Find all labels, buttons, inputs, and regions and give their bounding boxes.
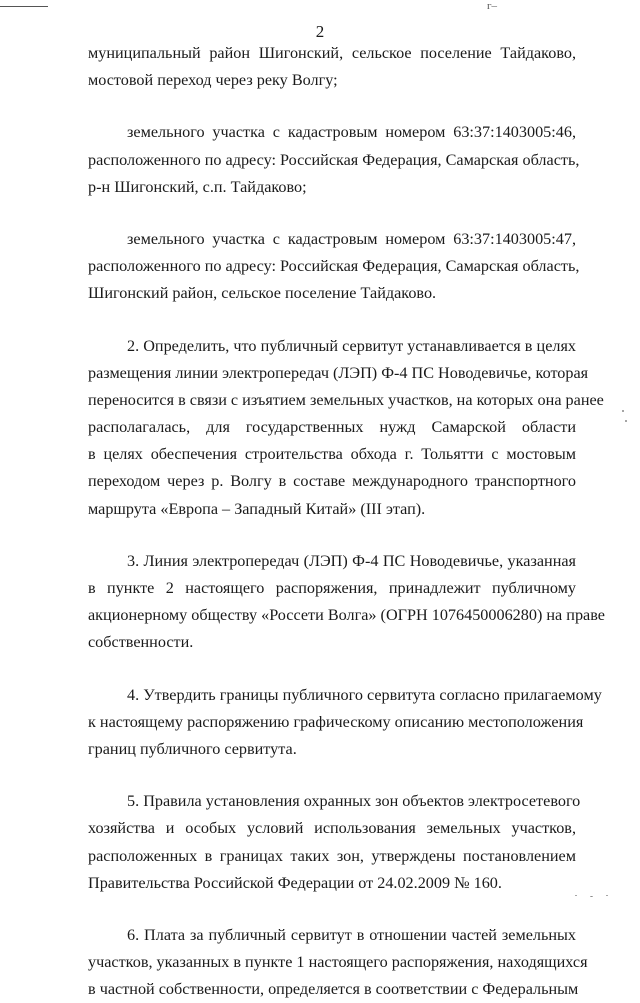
text-line: земельного участка с кадастровым номером 63:37:1403005:47,: [127, 229, 576, 248]
text-line: р-н Шигонский, с.п. Тайдаково;: [88, 177, 307, 196]
text-line: собственности.: [88, 633, 194, 652]
text-line: 5. Правила установления охранных зон объектов электросетевого: [127, 792, 581, 811]
paragraph-item-6: [88, 922, 588, 1003]
scan-speck: [575, 895, 577, 896]
text-line: 2. Определить, что публичный сервитут устанавливается в целях: [127, 336, 576, 355]
scan-speck: [590, 896, 593, 897]
text-line: к настоящему распоряжению графическому описанию местоположения: [88, 712, 584, 731]
scan-speck: [625, 420, 627, 422]
paragraph: [88, 119, 580, 201]
scan-top-rule: [0, 6, 48, 7]
scan-speck: [606, 895, 608, 896]
text-line: 6. Плата за публичный сервитут в отношении частей земельных: [127, 925, 576, 944]
text-line: расположенных в границах таких зон, утверждены постановлением: [88, 846, 576, 865]
text-line: расположенного по адресу: Российская Федерация, Самарская область,: [88, 150, 580, 169]
paragraph-item-3: [88, 548, 605, 657]
page-number: 2: [315, 22, 325, 41]
paragraph: [88, 40, 576, 94]
text-line: располагалась, для государственных нужд Самарской области: [88, 418, 576, 437]
document-body: [88, 40, 605, 1003]
paragraph: [88, 226, 580, 308]
text-line: участков, указанных в пункте 1 настоящего распоряжения, находящихся: [88, 953, 588, 972]
text-line: хозяйства и особых условий использования земельных участков,: [88, 819, 576, 838]
paragraph-item-5: [88, 788, 581, 897]
text-line: 3. Линия электропередач (ЛЭП) Ф-4 ПС Новодевичье, указанная: [127, 551, 576, 570]
text-line: Шигонский район, сельское поселение Тайдаково.: [88, 284, 437, 303]
text-line: в целях обеспечения строительства обхода г. Тольятти с мостовым: [88, 445, 576, 464]
paragraph-item-4: [88, 682, 602, 764]
scan-speck: [622, 410, 624, 412]
text-line: границ публичного сервитута.: [88, 739, 297, 758]
text-line: переносится в связи с изъятием земельных участков, на которых она ранее: [88, 390, 604, 409]
paragraph-item-2: [88, 333, 604, 523]
text-line: земельного участка с кадастровым номером 63:37:1403005:46,: [127, 123, 576, 142]
text-line: расположенного по адресу: Российская Федерация, Самарская область,: [88, 257, 580, 276]
text-line: мостовой переход через реку Волгу;: [88, 71, 338, 90]
scan-corner-mark: г–: [487, 0, 498, 12]
text-line: в пункте 2 настоящего распоряжения, принадлежит публичному: [88, 579, 576, 597]
text-line: муниципальный район Шигонский, сельское поселение Тайдаково,: [88, 44, 576, 62]
text-line: размещения линии электропередач (ЛЭП) Ф-4 ПС Новодевичье, которая: [88, 363, 589, 382]
text-line: переходом через р. Волгу в составе международного транспортного: [88, 472, 576, 491]
text-line: Правительства Российской Федерации от 24.02.2009 № 160.: [88, 873, 502, 892]
text-line: акционерному обществу «Россети Волга» (ОГРН 1076450006280) на праве: [88, 606, 605, 625]
text-line: в частной собственности, определяется в соответствии с Федеральным: [88, 980, 579, 999]
text-line: 4. Утвердить границы публичного сервитута согласно прилагаемому: [127, 685, 602, 704]
text-line: маршрута «Европа – Западный Китай» (III этап).: [88, 499, 426, 518]
